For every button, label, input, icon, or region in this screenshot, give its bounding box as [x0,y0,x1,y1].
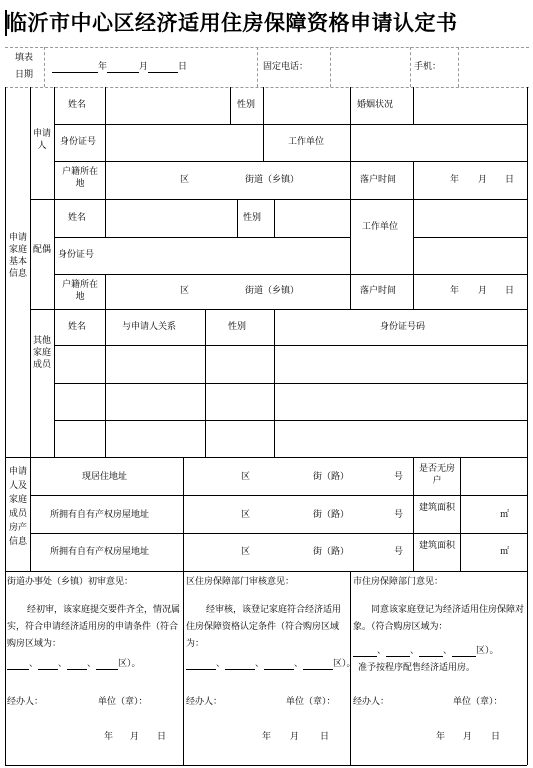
street-seal-label: 单位（章）： [98,697,148,707]
spouse-work-label: 工作单位 [362,222,399,232]
street-opinion-body: 经初审，该家庭提交要件齐全，情况属实，符合申请经济适用房的申请条件（符合购房区域为： [7,605,181,649]
city-date-day: 日 [491,732,501,742]
housing-owned-label-1: 所拥有自有产权房屋地址 [50,510,150,520]
applicant-name-field[interactable] [106,88,229,123]
spouse-hukou-label: 户籍所在地 [61,280,98,302]
members-col-name: 姓名 [68,322,87,332]
members-col-relation: 与申请人关系 [122,322,177,332]
housing-row2-number: 号 [394,510,404,520]
housing-owned-label-2: 所拥有自有产权房屋地址 [50,547,150,557]
street-area-fill[interactable]: 、 、 、 区）。 [7,659,141,670]
spouse-gender-label: 性别 [243,213,262,223]
spouse-district-label: 区 [180,286,190,296]
members-col-gender: 性别 [228,322,247,332]
section-family-info: 申请家庭基本信息 [9,233,28,279]
spouse-gender-field[interactable] [275,200,349,236]
spouse-group-label: 配偶 [33,245,52,255]
housing-row1-number: 号 [394,472,404,482]
district-opinion-body: 经审核，该登记家庭符合经济适用住房保障资格认定条件（符合购房区域为： [186,605,342,649]
spouse-settle-year: 年 [450,286,460,296]
applicant-marital-field[interactable] [414,88,526,123]
spouse-id-label: 身份证号 [58,250,95,260]
district-date-month: 月 [290,732,300,742]
street-opinion-title: 街道办事处（乡镇）初审意见： [7,577,134,587]
housing-row3-district: 区 [241,547,251,557]
street-date-year: 年 [104,732,114,742]
no-house-field[interactable] [461,458,526,494]
applicant-gender-label: 性别 [237,100,256,110]
applicant-settle-label: 落户时间 [360,175,397,185]
housing-row2-district: 区 [241,510,251,520]
housing-row3-number: 号 [394,547,404,557]
city-opinion-tail: ，准予按程序配售经济适用房。 [349,663,476,673]
applicant-id-label: 身份证号 [60,137,97,147]
applicant-settle-day: 日 [505,175,515,185]
applicant-work-field[interactable] [351,125,526,160]
housing-current-label: 现居住地址 [82,472,128,482]
spouse-id-field[interactable] [106,238,349,273]
page-title: 临沂市中心区经济适用住房保障资格申请认定书 [6,11,458,35]
area-unit-1: ㎡ [500,510,510,520]
district-handler-label: 经办人： [186,697,223,707]
area-unit-2: ㎡ [500,547,510,557]
area-label-2: 建筑面积 [418,541,455,551]
applicant-marital-label: 婚姻状况 [357,100,394,110]
applicant-group-label: 申请人 [33,129,52,151]
members-row-3[interactable] [55,421,526,456]
applicant-district-label: 区 [180,175,190,185]
housing-row1-district: 区 [241,472,251,482]
district-seal-label: 单位（章）： [286,697,336,707]
fill-date-field[interactable]: 年 月 日 [52,62,187,73]
spouse-street-label: 街道（乡镇） [245,286,300,296]
area-label-1: 建筑面积 [418,503,455,513]
spouse-settle-day: 日 [505,286,515,296]
district-date-day: 日 [320,732,330,742]
housing-group-label: 申请人及家庭成员房产信息 [8,467,27,547]
street-date-month: 月 [130,732,140,742]
members-col-id: 身份证号码 [380,322,426,332]
city-area-fill[interactable]: 、 、 、 区）。 [353,646,499,657]
no-house-label: 是否无房户 [418,464,455,486]
spouse-work-field[interactable] [414,200,526,273]
district-area-fill[interactable]: 、 、 、 区）。 [186,659,356,670]
applicant-gender-field[interactable] [264,88,349,123]
applicant-name-label: 姓名 [68,100,87,110]
city-handler-label: 经办人： [353,697,390,707]
members-row-1[interactable] [55,346,526,382]
city-seal-label: 单位（章）： [453,697,503,707]
phone-label: 固定电话： [263,62,309,72]
members-row-2[interactable] [55,384,526,419]
applicant-settle-year: 年 [450,175,460,185]
applicant-street-label: 街道（乡镇） [245,175,300,185]
city-opinion-body: 同意该家庭登记为经济适用住房保障对象。（符合购房区域为： [353,605,525,632]
fill-date-label: 填表 [15,53,34,63]
city-opinion-title: 市住房保障部门意见： [353,577,444,587]
spouse-settle-label: 落户时间 [360,286,397,296]
members-group-label: 其他家庭成员 [33,336,52,370]
spouse-name-field[interactable] [106,200,236,236]
applicant-hukou-label: 户籍所在地 [61,167,98,189]
spouse-settle-month: 月 [478,286,488,296]
housing-row2-address-field[interactable] [184,496,412,532]
street-date-day: 日 [157,732,167,742]
district-opinion-title: 区住房保障部门审核意见： [186,577,295,587]
applicant-id-field[interactable] [106,125,262,160]
mobile-label: 手机： [414,62,442,72]
housing-row2-street: 街（路） [313,510,350,520]
street-handler-label: 经办人： [7,697,44,707]
applicant-settle-month: 月 [478,175,488,185]
housing-row3-address-field[interactable] [184,534,412,570]
city-date-year: 年 [436,732,446,742]
fill-date-label-2: 日期 [15,70,34,80]
housing-row3-street: 街（路） [313,547,350,557]
spouse-name-label: 姓名 [68,213,87,223]
housing-row1-address-field[interactable] [184,458,412,494]
district-date-year: 年 [262,732,272,742]
applicant-work-label: 工作单位 [288,137,325,147]
city-date-month: 月 [463,732,473,742]
housing-row1-street: 街（路） [313,472,350,482]
